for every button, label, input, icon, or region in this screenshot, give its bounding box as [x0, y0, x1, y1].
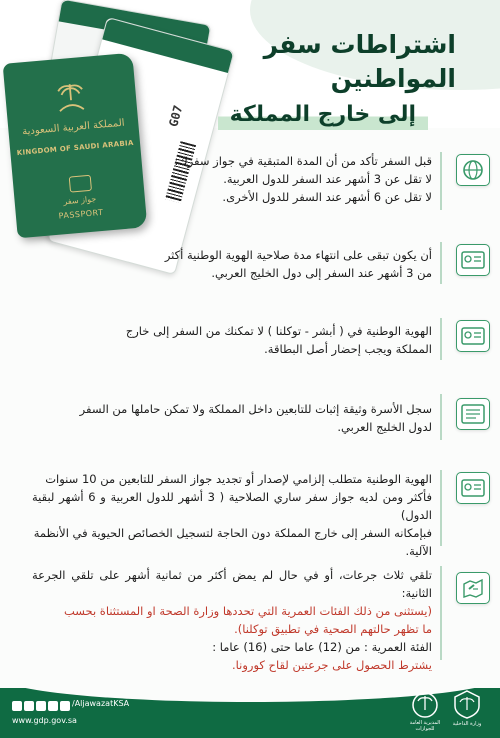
passports-directorate-logo — [410, 690, 440, 730]
requirement-line: فأكثر ومن لديه جواز سفر ساري الصلاحية ( 3 أشهر للدول العربية و 6 أشهر لبقية الدول) — [32, 490, 433, 522]
id-card-icon — [456, 472, 490, 504]
logo-caption: المديرية العامة للجوازات — [409, 720, 441, 732]
page-title — [156, 28, 456, 130]
requirement-line: من 3 أشهر عند السفر إلى دول الخليج العربي. — [211, 266, 432, 280]
section-divider — [440, 152, 442, 210]
vaccine-map-icon — [456, 572, 490, 604]
requirement-line: لا تقل عن 3 أشهر عند السفر للدول العربية. — [223, 172, 432, 186]
requirement-exception-line: (يستثنى من ذلك الفئات العمرية التي تحددها وزارة الصحة او المستثناة بحسب — [63, 604, 432, 618]
globe-icon — [456, 154, 490, 186]
logo-caption: وزارة الداخلية — [452, 721, 482, 727]
requirement-digital-id — [30, 312, 498, 364]
ministry-of-interior-logo — [450, 688, 484, 730]
instagram-icon[interactable] — [36, 701, 46, 711]
requirement-line: الفئة العمرية : من (12) عاما حتى (16) عاما : — [212, 640, 432, 654]
social-handle[interactable]: /AljawazatKSA — [72, 699, 130, 708]
requirement-family-record — [30, 388, 498, 444]
requirement-line: فبإمكانه السفر إلى خارج المملكة دون الحاجة لتسجيل الخصائص الحيوية في الأنظمة — [33, 526, 432, 540]
requirement-text — [32, 566, 432, 674]
requirement-line: الهوية الوطنية في ( أبشر - توكلنا ) لا تمكنك من السفر إلى خارج — [125, 324, 432, 338]
passport-english-name: KINGDOM OF SAUDI ARABIA — [16, 138, 134, 158]
requirement-passport-validity — [30, 148, 498, 214]
requirement-line: لا تقل عن 6 أشهر عند السفر للدول الأخرى. — [222, 190, 432, 204]
requirement-line: لدول الخليج العربي. — [337, 420, 432, 434]
requirement-line: المملكة ويجب إحضار أصل البطاقة. — [264, 342, 432, 356]
requirement-national-id-validity — [30, 238, 498, 288]
ticket-code: G07 — [166, 103, 186, 129]
section-divider — [440, 566, 442, 660]
twitter-icon[interactable] — [24, 701, 34, 711]
website-link[interactable]: www.gdp.gov.sa — [12, 716, 77, 725]
section-divider — [440, 394, 442, 440]
requirement-line: الآلية. — [405, 544, 432, 558]
requirement-line: أن يكون تبقى على انتهاء مدة صلاحية الهوية الوطنية أكثر — [164, 248, 432, 262]
family-record-icon — [456, 398, 490, 430]
palm-swords-emblem-icon — [51, 79, 90, 118]
title-line-2: إلى خارج المملكة — [218, 100, 428, 130]
passport-arabic-label: جواز سفر — [63, 194, 97, 207]
requirement-exception-line: ما تظهر حالتهم الصحية في تطبيق توكلنا). — [234, 622, 432, 636]
section-divider — [440, 242, 442, 284]
youtube-icon[interactable] — [48, 701, 58, 711]
requirement-line: سجل الأسرة وثيقة إثبات للتابعين داخل المملكة ولا تمكن حاملها من السفر — [79, 402, 432, 416]
section-divider — [440, 470, 442, 546]
requirement-text — [32, 246, 432, 282]
requirement-text — [32, 152, 432, 206]
requirement-line: قبل السفر تأكد من أن المدة المتبقية في جواز سفرك: — [174, 154, 432, 168]
requirement-text — [32, 322, 432, 358]
id-card-icon — [456, 320, 490, 352]
requirement-line: الهوية الوطنية متطلب إلزامي لإصدار أو تجديد جواز السفر للتابعين من 10 سنوات — [45, 472, 432, 486]
requirement-dependents-id — [30, 466, 498, 558]
requirement-text — [32, 400, 432, 436]
requirement-text — [32, 470, 432, 560]
title-line-1: اشتراطات سفر المواطنين — [263, 30, 456, 93]
facebook-icon[interactable] — [12, 701, 22, 711]
requirement-exception-line: يشترط الحصول على جرعتين لقاح كورونا. — [232, 658, 432, 672]
requirement-line: تلقي ثلاث جرعات، أو في حال لم يمض أكثر من ثمانية أشهر على تلقي الجرعة الثانية: — [32, 568, 432, 600]
snapchat-icon[interactable] — [60, 701, 70, 711]
section-divider — [440, 318, 442, 360]
passport-arabic-name: المملكة العربية السعودية — [21, 117, 126, 138]
requirement-covid-vaccine — [30, 562, 498, 672]
id-card-icon — [456, 244, 490, 276]
passport-label: PASSPORT — [58, 207, 104, 221]
